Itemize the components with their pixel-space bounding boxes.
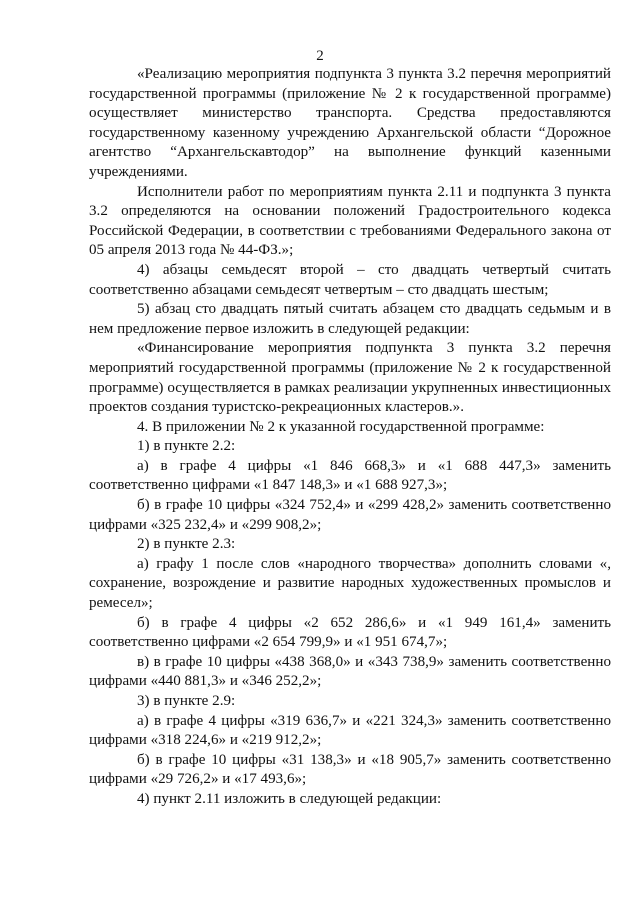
paragraph-2-3-b: б) в графе 4 цифры «2 652 286,6» и «1 949 161,4» заменить соответственно цифрами «2 654 799,9» и «1 951 674,7»; <box>89 614 611 651</box>
page-number: 2 <box>316 48 324 64</box>
paragraph-financing: «Финансирование мероприятия подпункта 3 пункта 3.2 перечня мероприятий государственной программы (приложение № 2 к государственной программе) осуществляется в рамках реализации укрупненных инвестиционных проектов создания туристско-рекреационных кластеров.». <box>89 340 611 416</box>
paragraph-2-9-a: а) в графе 4 цифры «319 636,7» и «221 324,3» заменить соответственно цифрами «318 224,6» и «219 912,2»; <box>89 712 611 749</box>
paragraph-2-9-b: б) в графе 10 цифры «31 138,3» и «18 905,7» заменить соответственно цифрами «29 726,2» и «17 493,6»; <box>89 751 611 788</box>
paragraph-point-2-3: 2) в пункте 2.3: <box>137 536 236 553</box>
paragraph-implementation: «Реализацию мероприятия подпункта 3 пункта 3.2 перечня мероприятий государственной программы (приложение № 2 к государственной программе) осуществляет министерство транспорта. Средства предоставляются государственному казенному учреждению Архангельской области “Дорожное агентство “Архангельскавтодор” на выполнение функций казенными учреждениями. <box>89 66 611 180</box>
paragraph-point-2-2: 1) в пункте 2.2: <box>137 438 236 455</box>
paragraph-point-2-9: 3) в пункте 2.9: <box>137 693 236 709</box>
paragraph-item-4-paragraphs: 4) абзацы семьдесят второй – сто двадцать четвертый считать соответственно абзацами семьдесят четвертым – сто двадцать шестым; <box>89 261 611 298</box>
paragraph-point-2-11: 4) пункт 2.11 изложить в следующей редакции: <box>137 790 442 807</box>
paragraph-executors: Исполнители работ по мероприятиям пункта 2.11 и подпункта 3 пункта 3.2 определяются на основании положений Градостроительного кодекса Российской Федерации, в соответствии с требованиями Федерального закона от 05 апреля 2013 года № 44-ФЗ.»; <box>89 183 611 259</box>
paragraph-appendix-2: 4. В приложении № 2 к указанной государственной программе: <box>137 418 545 435</box>
paragraph-2-3-a: а) графу 1 после слов «народного творчества» дополнить словами «, сохранение, возрождение и развитие народных художественных промыслов и ремесел»; <box>89 555 611 612</box>
paragraph-item-5-paragraph: 5) абзац сто двадцать пятый считать абзацем сто двадцать седьмым и в нем предложение первое изложить в следующей редакции: <box>89 301 611 337</box>
paragraph-2-2-a: а) в графе 4 цифры «1 846 668,3» и «1 688 447,3» заменить соответственно цифрами «1 847 148,3» и «1 688 927,3»; <box>89 457 611 494</box>
paragraph-2-2-b: б) в графе 10 цифры «324 752,4» и «299 428,2» заменить соответственно цифрами «325 232,4» и «299 908,2»; <box>89 497 611 533</box>
paragraph-2-3-v: в) в графе 10 цифры «438 368,0» и «343 738,9» заменить соответственно цифрами «440 881,3» и «346 252,2»; <box>89 653 611 690</box>
document-body <box>89 65 611 810</box>
